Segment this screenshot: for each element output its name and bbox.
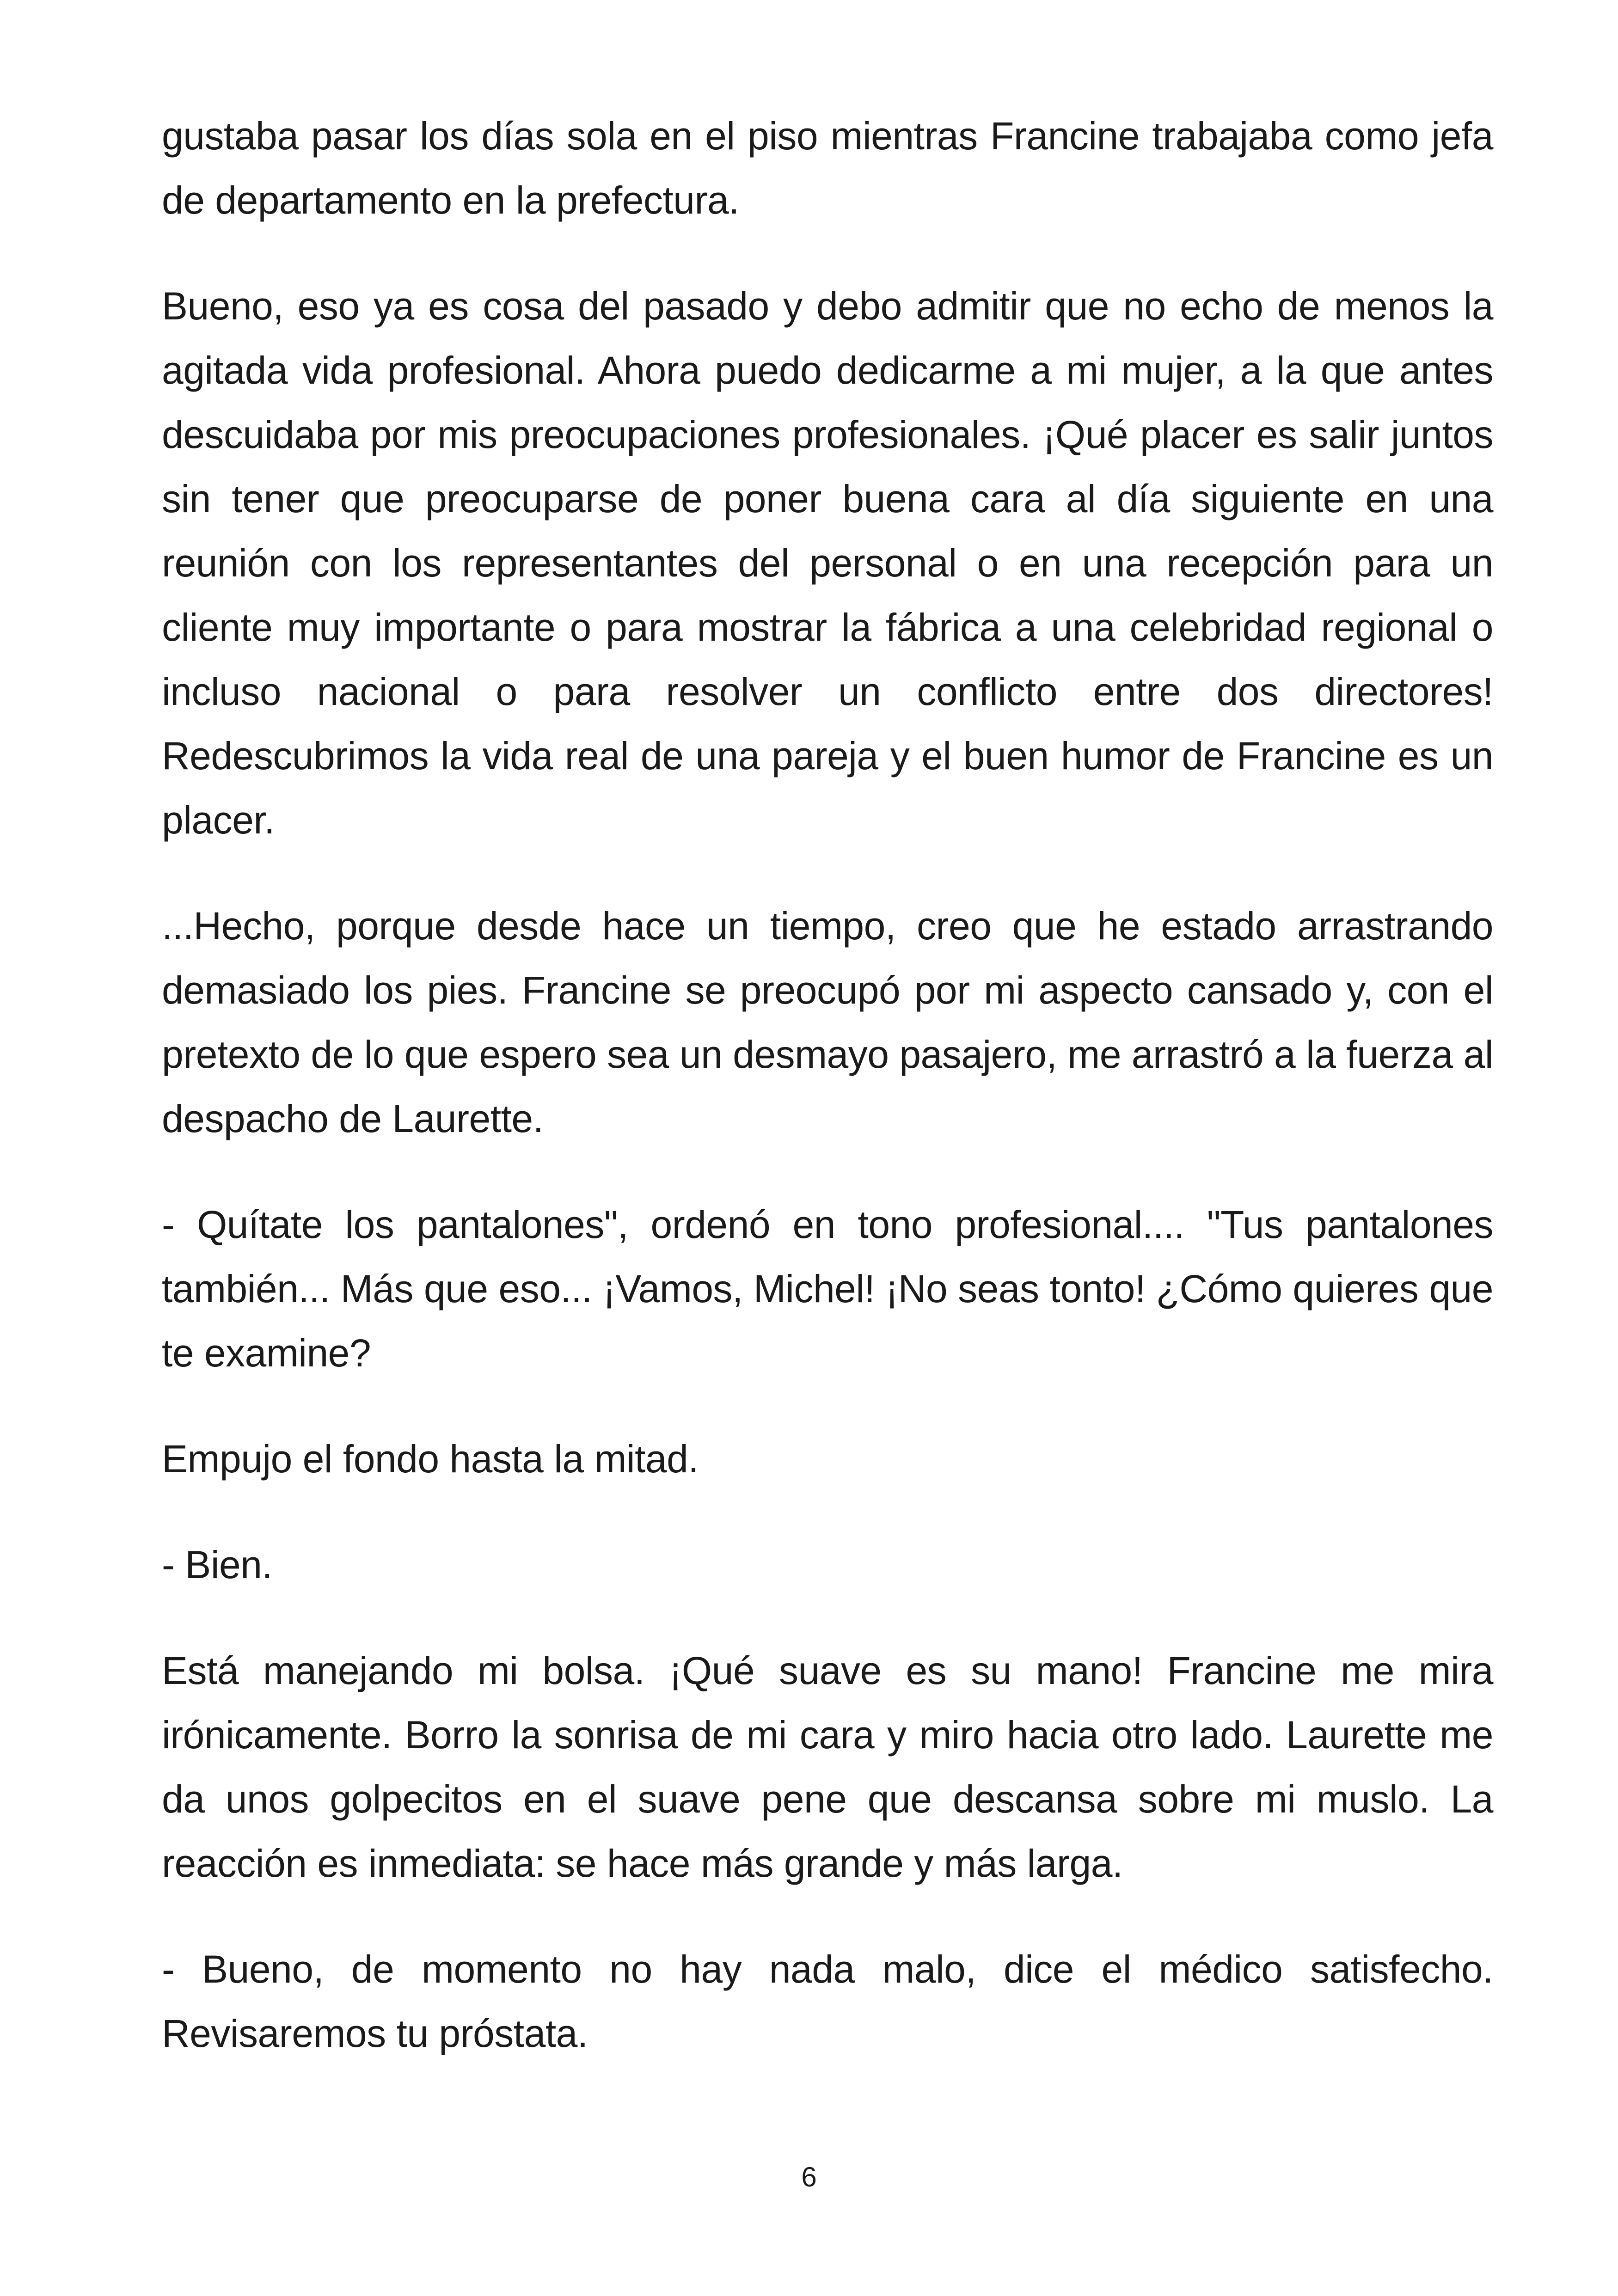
paragraph-5: Empujo el fondo hasta la mitad. <box>162 1437 699 1481</box>
page-number: 6 <box>801 2161 817 2192</box>
paragraph-7: Está manejando mi bolsa. ¡Qué suave es su mano! Francine me mira irónicamente. Borro la sonrisa de mi cara y miro hacia otro lado. Laurette me da unos golpecitos en el suave pene que descansa sobre mi muslo. La reacción es inmediata: se hace más grande y más larga. <box>162 1649 1493 1885</box>
paragraph-8: - Bueno, de momento no hay nada malo, dice el médico satisfecho. Revisaremos tu próstata. <box>162 1947 1493 2055</box>
paragraph-2: Bueno, eso ya es cosa del pasado y debo admitir que no echo de menos la agitada vida profesional. Ahora puedo dedicarme a mi mujer, a la que antes descuidaba por mis preocupaciones profesionales. ¡Qué placer es salir juntos sin tener que preocuparse de poner buena cara al día siguiente en una reunión con los representantes del personal o en una recepción para un cliente muy importante o para mostrar la fábrica a una celebridad regional o incluso nacional o para resolver un conflicto entre dos directores! Redescubrimos la vida real de una pareja y el buen humor de Francine es un placer. <box>162 284 1493 842</box>
paragraph-1: gustaba pasar los días sola en el piso mientras Francine trabajaba como jefa de departamento en la prefectura. <box>162 114 1493 222</box>
paragraph-6: - Bien. <box>162 1543 273 1586</box>
paragraph-3: ...Hecho, porque desde hace un tiempo, creo que he estado arrastrando demasiado los pies. Francine se preocupó por mi aspecto cansado y, con el pretexto de lo que espero sea un desmayo pasajero, me arrastró a la fuerza al despacho de Laurette. <box>162 904 1493 1140</box>
body-text <box>162 104 1493 2107</box>
paragraph-4: - Quítate los pantalones", ordenó en tono profesional.... "Tus pantalones también... Más que eso... ¡Vamos, Michel! ¡No seas tonto! ¿Cómo quieres que te examine? <box>162 1203 1493 1375</box>
